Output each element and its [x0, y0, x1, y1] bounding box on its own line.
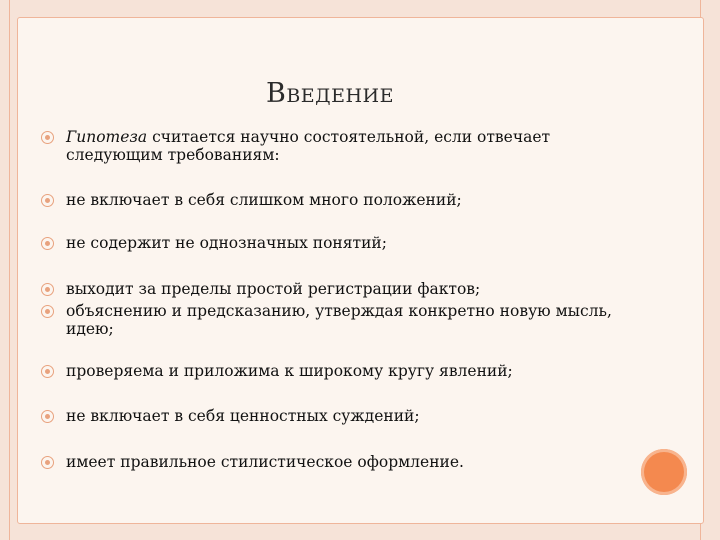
list-item-text: не включает в себя слишком много положений; — [66, 191, 462, 209]
ring-bullet-icon — [41, 237, 54, 250]
list-item-text: не содержит не однозначных понятий; — [66, 234, 387, 252]
intro-term: Гипотеза — [66, 128, 148, 146]
ring-bullet-icon — [41, 194, 54, 207]
ring-bullet-icon — [41, 365, 54, 378]
ring-bullet-icon — [41, 283, 54, 296]
ring-bullet-icon — [41, 410, 54, 423]
slide-title-text: Введение — [266, 78, 394, 109]
ring-bullet-icon — [41, 131, 54, 144]
ring-bullet-icon — [41, 456, 54, 469]
orange-circle-icon — [641, 449, 687, 495]
list-item-text: объяснению и предсказанию, утверждая конкретно новую мысль, идею; — [66, 302, 612, 338]
list-item-text: имеет правильное стилистическое оформление. — [66, 453, 464, 471]
intro-rest: считается научно состоятельной, если отвечает следующим требованиям: — [66, 128, 551, 164]
list-item-text: не включает в себя ценностных суждений; — [66, 407, 420, 425]
ring-bullet-icon — [41, 305, 54, 318]
slide-title — [0, 78, 660, 109]
list-item-text — [66, 128, 626, 164]
list-item-text: проверяема и приложима к широкому кругу явлений; — [66, 362, 513, 380]
list-item-text: выходит за пределы простой регистрации фактов; — [66, 280, 481, 298]
